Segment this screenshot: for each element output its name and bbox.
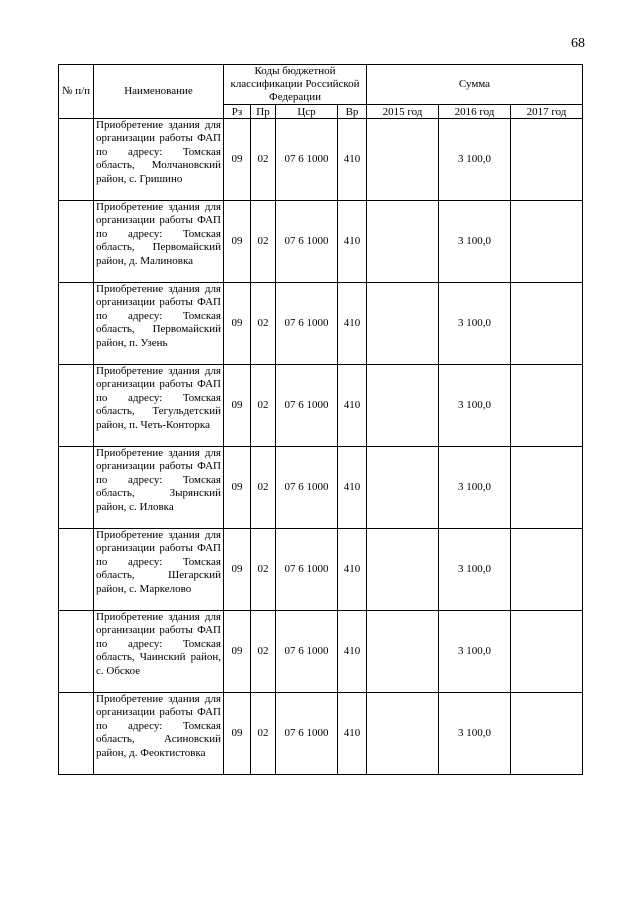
row-name-cell: Приобретение здания для организации работы ФАП по адресу: Томская область, Молчановский район, с. Гришино [94, 119, 224, 201]
row-rz-cell: 09 [224, 201, 251, 283]
row-name-cell: Приобретение здания для организации работы ФАП по адресу: Томская область, Зырянский район, с. Иловка [94, 447, 224, 529]
table-row [59, 693, 583, 775]
row-vr-cell: 410 [338, 693, 367, 775]
row-name-cell: Приобретение здания для организации работы ФАП по адресу: Томская область, Первомайский район, д. Малиновка [94, 201, 224, 283]
table-row [59, 447, 583, 529]
row-csr-cell: 07 6 1000 [276, 447, 338, 529]
header-csr: Цср [276, 105, 338, 119]
row-csr-cell: 07 6 1000 [276, 283, 338, 365]
row-name-cell: Приобретение здания для организации работы ФАП по адресу: Томская область, Тегульдетский район, п. Четь-Конторка [94, 365, 224, 447]
budget-table [58, 64, 583, 775]
row-2015-cell [367, 611, 439, 693]
row-2016-cell: 3 100,0 [439, 119, 511, 201]
table-row [59, 119, 583, 201]
table-row [59, 283, 583, 365]
table-row [59, 529, 583, 611]
row-2017-cell [511, 611, 583, 693]
header-2015: 2015 год [367, 105, 439, 119]
row-2016-cell: 3 100,0 [439, 529, 511, 611]
row-2017-cell [511, 119, 583, 201]
row-2015-cell [367, 119, 439, 201]
row-number-cell [59, 447, 94, 529]
row-2017-cell [511, 447, 583, 529]
page-number: 68 [571, 36, 585, 51]
row-rz-cell: 09 [224, 119, 251, 201]
row-2017-cell [511, 529, 583, 611]
row-csr-cell: 07 6 1000 [276, 119, 338, 201]
row-csr-cell: 07 6 1000 [276, 365, 338, 447]
row-pr-cell: 02 [251, 365, 276, 447]
row-pr-cell: 02 [251, 447, 276, 529]
row-rz-cell: 09 [224, 447, 251, 529]
table-row [59, 201, 583, 283]
header-2017: 2017 год [511, 105, 583, 119]
row-2015-cell [367, 447, 439, 529]
row-2015-cell [367, 201, 439, 283]
table-row [59, 611, 583, 693]
row-pr-cell: 02 [251, 693, 276, 775]
row-2015-cell [367, 365, 439, 447]
row-2017-cell [511, 201, 583, 283]
row-number-cell [59, 365, 94, 447]
row-name-cell: Приобретение здания для организации работы ФАП по адресу: Томская область, Чаинский район, с. Обское [94, 611, 224, 693]
row-2016-cell: 3 100,0 [439, 201, 511, 283]
row-name-cell: Приобретение здания для организации работы ФАП по адресу: Томская область, Шегарский район, с. Маркелово [94, 529, 224, 611]
row-pr-cell: 02 [251, 119, 276, 201]
row-rz-cell: 09 [224, 365, 251, 447]
row-2017-cell [511, 283, 583, 365]
row-rz-cell: 09 [224, 611, 251, 693]
header-name: Наименование [94, 65, 224, 119]
header-rz: Рз [224, 105, 251, 119]
row-name-cell: Приобретение здания для организации работы ФАП по адресу: Томская область, Первомайский район, п. Узень [94, 283, 224, 365]
row-vr-cell: 410 [338, 119, 367, 201]
row-rz-cell: 09 [224, 529, 251, 611]
row-name-cell: Приобретение здания для организации работы ФАП по адресу: Томская область, Асиновский район, д. Феоктистовка [94, 693, 224, 775]
row-vr-cell: 410 [338, 365, 367, 447]
row-vr-cell: 410 [338, 529, 367, 611]
row-2016-cell: 3 100,0 [439, 693, 511, 775]
row-pr-cell: 02 [251, 283, 276, 365]
row-number-cell [59, 283, 94, 365]
row-vr-cell: 410 [338, 201, 367, 283]
row-pr-cell: 02 [251, 611, 276, 693]
row-csr-cell: 07 6 1000 [276, 201, 338, 283]
row-2015-cell [367, 283, 439, 365]
row-vr-cell: 410 [338, 447, 367, 529]
row-pr-cell: 02 [251, 529, 276, 611]
row-2016-cell: 3 100,0 [439, 283, 511, 365]
row-rz-cell: 09 [224, 283, 251, 365]
table-row [59, 365, 583, 447]
header-vr: Вр [338, 105, 367, 119]
header-number: № п/п [59, 65, 94, 119]
row-csr-cell: 07 6 1000 [276, 529, 338, 611]
row-csr-cell: 07 6 1000 [276, 693, 338, 775]
row-number-cell [59, 611, 94, 693]
row-2015-cell [367, 693, 439, 775]
row-2015-cell [367, 529, 439, 611]
row-2017-cell [511, 365, 583, 447]
row-vr-cell: 410 [338, 283, 367, 365]
row-vr-cell: 410 [338, 611, 367, 693]
row-pr-cell: 02 [251, 201, 276, 283]
header-budget-codes: Коды бюджетной классификации Российской Федерации [224, 65, 367, 105]
header-2016: 2016 год [439, 105, 511, 119]
row-number-cell [59, 201, 94, 283]
row-rz-cell: 09 [224, 693, 251, 775]
row-csr-cell: 07 6 1000 [276, 611, 338, 693]
row-2016-cell: 3 100,0 [439, 611, 511, 693]
row-2016-cell: 3 100,0 [439, 365, 511, 447]
row-2017-cell [511, 693, 583, 775]
row-number-cell [59, 693, 94, 775]
header-sum: Сумма [367, 65, 583, 105]
header-pr: Пр [251, 105, 276, 119]
row-2016-cell: 3 100,0 [439, 447, 511, 529]
row-number-cell [59, 529, 94, 611]
row-number-cell [59, 119, 94, 201]
